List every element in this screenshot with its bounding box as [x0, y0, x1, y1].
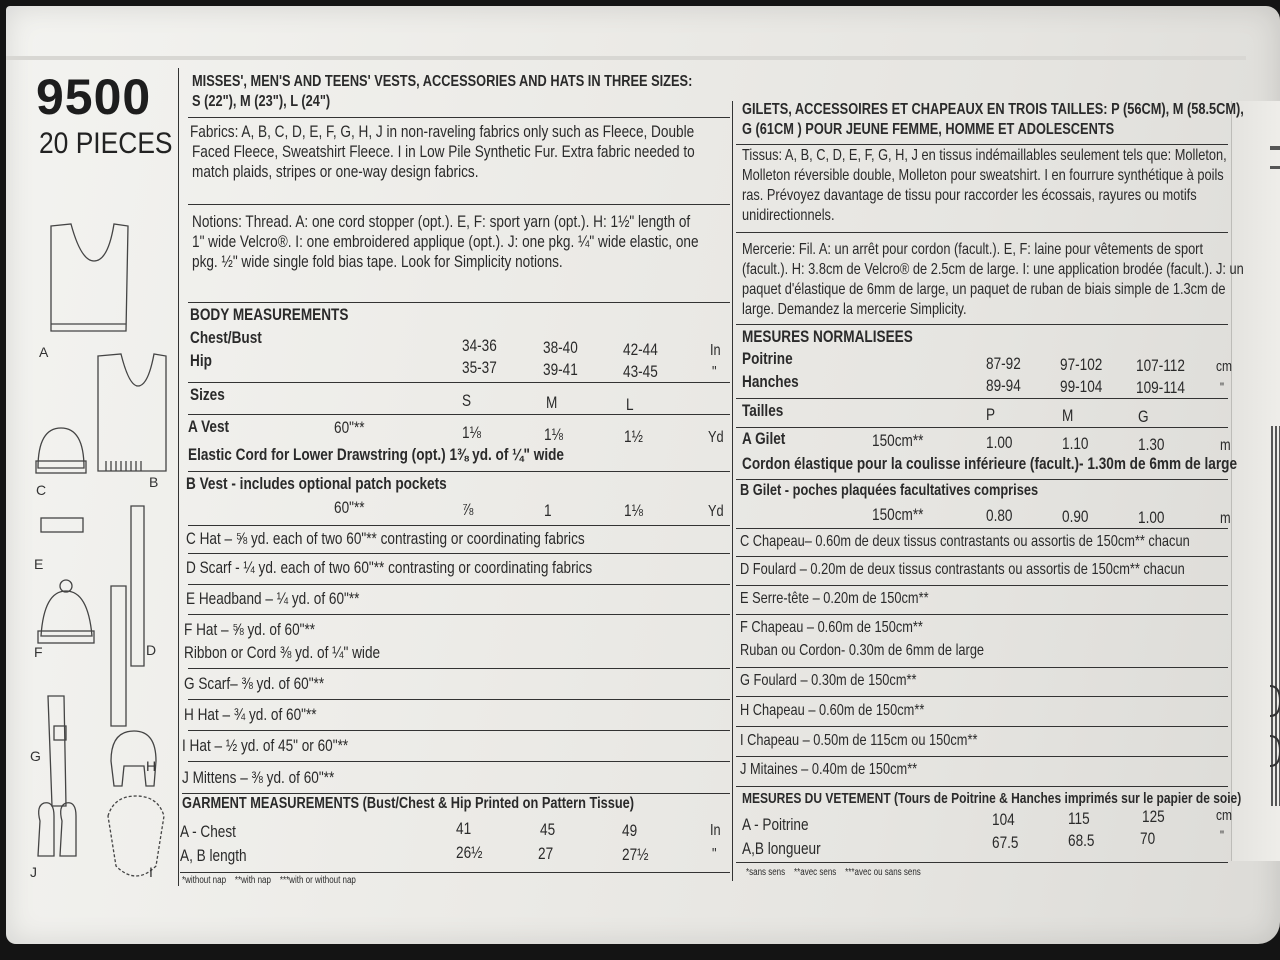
fr-poitrine-m: 97-102	[1060, 355, 1103, 374]
hat-i-illustration	[108, 796, 164, 876]
rule	[736, 862, 1228, 863]
en-title-line-2: S (22"), M (23"), L (24")	[192, 93, 331, 110]
rule	[188, 668, 730, 669]
fr-poitrine-label: Poitrine	[742, 349, 793, 368]
en-hip-label: Hip	[190, 351, 212, 370]
fr-tissus-line-2: Molleton réversible double, Molleton pour sweatshirt. I en fourrure synthétique à poils	[742, 167, 1224, 184]
center-column-divider	[732, 101, 733, 881]
rule	[736, 756, 1228, 757]
en-a-vest-l: 1½	[624, 427, 643, 446]
rule	[736, 667, 1228, 668]
fr-a-gilet-label: A Gilet	[742, 429, 786, 448]
rule	[188, 584, 730, 585]
fr-a-poitrine-label: A - Poitrine	[742, 815, 809, 834]
illustration-label-a: A	[39, 344, 49, 360]
en-a-vest-label: A Vest	[188, 417, 230, 436]
fr-a-gilet-unit: m	[1220, 437, 1231, 454]
rule	[736, 585, 1228, 586]
en-hip-m: 39-41	[543, 360, 578, 379]
fr-poitrine-unit: cm	[1216, 358, 1232, 375]
illustration-label-i: I	[149, 864, 153, 880]
en-a-vest-m: 1⅛	[544, 425, 563, 444]
mittens-j-illustration	[38, 803, 76, 856]
fr-b-gilet-p: 0.80	[986, 506, 1013, 525]
fr-tissus-line-1: Tissus: A, B, C, D, E, F, G, H, J en tissus indémaillables seulement tels que: Molleton,	[742, 147, 1227, 164]
fr-mesures-heading: MESURES NORMALISEES	[742, 327, 913, 346]
rule	[736, 398, 1228, 399]
illustration-label-e: E	[34, 556, 44, 572]
fr-poitrine-g: 107-112	[1136, 356, 1185, 375]
en-b-vest-m: 1	[544, 501, 552, 520]
fr-b-gilet-unit: m	[1220, 510, 1231, 527]
rule	[188, 117, 730, 118]
en-hip-s: 35-37	[462, 358, 497, 377]
rule	[188, 525, 730, 526]
en-fabrics-line-3: match plaids, stripes or one-way design fabrics.	[192, 162, 479, 181]
en-elastic-cord: Elastic Cord for Lower Drawstring (opt.) 1⅜ yd. of ¼" wide	[188, 445, 564, 464]
fr-poitrine-p: 87-92	[986, 354, 1021, 373]
fr-ab-longueur-label: A,B longueur	[742, 839, 821, 858]
rule	[182, 793, 730, 794]
rule	[188, 761, 730, 762]
fr-taille-m: M	[1062, 406, 1074, 425]
fr-hanches-label: Hanches	[742, 372, 799, 391]
en-hip-l: 43-45	[623, 362, 658, 381]
rule	[736, 479, 1228, 480]
en-size-l: L	[626, 395, 634, 414]
en-notions-line-3: pkg. ½" wide single fold bias tape. Look for Simplicity notions.	[192, 252, 563, 271]
fr-ab-longueur-p: 67.5	[992, 833, 1019, 852]
fr-b-gilet-m: 0.90	[1062, 507, 1089, 526]
rule	[188, 382, 730, 383]
fr-b-gilet-label: B Gilet - poches plaquées facultatives comprises	[740, 482, 1039, 499]
scarf-g-illustration	[48, 696, 66, 806]
fr-a-poitrine-m: 115	[1068, 809, 1090, 828]
en-size-m: M	[546, 393, 558, 412]
fr-a-poitrine-g: 125	[1142, 807, 1165, 826]
rule	[188, 414, 730, 415]
fr-mercerie-line-3: paquet d'élastique de 6mm de large, un paquet de ruban de biais simple de 1.3cm de	[742, 281, 1226, 298]
fr-title-line-1: GILETS, ACCESSOIRES ET CHAPEAUX EN TROIS TAILLES: P (56CM), M (58.5CM),	[742, 101, 1244, 118]
rule	[736, 726, 1228, 727]
en-chest-unit: In	[710, 342, 721, 359]
en-e-headband: E Headband – ¼ yd. of 60"**	[186, 589, 360, 608]
en-ab-length-s: 26½	[456, 843, 483, 862]
fr-f-chapeau: F Chapeau – 0.60m de 150cm**	[740, 619, 923, 636]
pattern-number: 9500	[36, 69, 152, 125]
garment-illustrations	[26, 206, 176, 886]
en-b-vest-label: B Vest - includes optional patch pockets	[186, 474, 447, 493]
fr-a-gilet-p: 1.00	[986, 433, 1013, 452]
fr-b-gilet-width: 150cm**	[872, 505, 924, 524]
en-b-vest-width: 60"**	[334, 498, 365, 517]
left-column-divider	[178, 68, 179, 886]
fr-j-mitaines: J Mitaines – 0.40m de 150cm**	[740, 761, 918, 778]
fr-h-chapeau: H Chapeau – 0.60m de 150cm**	[740, 702, 925, 719]
rule	[188, 553, 730, 554]
rule	[736, 786, 1228, 787]
fr-a-gilet-m: 1.10	[1062, 434, 1089, 453]
pattern-envelope-back	[6, 6, 1280, 944]
fr-ab-longueur-g: 70	[1140, 829, 1156, 848]
scarf-d-illustration	[111, 506, 144, 726]
illustration-label-g: G	[30, 748, 41, 764]
publisher-side-strip	[1268, 126, 1280, 826]
fr-mesures-vetement-heading: MESURES DU VETEMENT (Tours de Poitrine & Hanches imprimés sur le papier de soie)	[742, 790, 1242, 807]
fr-a-poitrine-p: 104	[992, 810, 1015, 829]
en-b-vest-unit: Yd	[708, 503, 724, 520]
en-size-s: S	[462, 391, 472, 410]
en-chest-bust-label: Chest/Bust	[190, 328, 262, 347]
envelope-seam	[6, 56, 1246, 60]
rule	[736, 324, 1228, 325]
en-ab-length-label: A, B length	[180, 846, 247, 865]
fr-taille-p: P	[986, 405, 996, 424]
en-fabrics-line-2: Faced Fleece, Sweatshirt Fleece. I in Low Pile Synthetic Fur. Extra fabric needed to	[192, 142, 695, 161]
fr-a-gilet-g: 1.30	[1138, 435, 1165, 454]
illustration-label-h: H	[146, 758, 157, 774]
en-title-line-1: MISSES', MEN'S AND TEENS' VESTS, ACCESSORIES AND HATS IN THREE SIZES:	[192, 73, 693, 90]
rule	[180, 872, 730, 873]
rule	[188, 730, 730, 731]
rule	[736, 427, 1228, 428]
fr-c-chapeau: C Chapeau– 0.60m de deux tissus contrastants ou assortis de 150cm** chacun	[740, 533, 1190, 550]
hat-c-illustration	[36, 428, 86, 473]
en-ab-length-l: 27½	[622, 845, 649, 864]
en-sizes-label: Sizes	[190, 385, 225, 404]
rule	[188, 614, 730, 615]
fr-e-serre-tete: E Serre-tête – 0.20m de 150cm**	[740, 590, 929, 607]
en-a-chest-unit: In	[710, 822, 721, 839]
illustration-label-j: J	[30, 864, 37, 880]
en-g-scarf: G Scarf– ⅜ yd. of 60"**	[184, 674, 325, 693]
en-i-hat: I Hat – ½ yd. of 45" or 60"**	[182, 736, 349, 755]
illustration-label-b: B	[149, 474, 159, 490]
fr-hanches-m: 99-104	[1060, 377, 1103, 396]
rule	[188, 302, 730, 303]
en-chest-s: 34-36	[462, 336, 497, 355]
fr-hanches-unit: "	[1220, 379, 1224, 395]
fr-ab-longueur-m: 68.5	[1068, 831, 1095, 850]
illustration-label-f: F	[34, 644, 43, 660]
fr-title-line-2: G (61CM ) POUR JEUNE FEMME, HOMME ET ADOLESCENTS	[742, 121, 1115, 138]
fr-a-gilet-width: 150cm**	[872, 431, 924, 450]
en-ab-length-unit: "	[712, 846, 717, 863]
rule	[736, 696, 1228, 697]
fr-mercerie-line-4: large. Demandez la mercerie Simplicity.	[742, 301, 967, 318]
fr-b-gilet-g: 1.00	[1138, 508, 1165, 527]
illustration-label-c: C	[36, 482, 47, 498]
vest-a-illustration	[51, 224, 128, 331]
fr-i-chapeau: I Chapeau – 0.50m de 115cm ou 150cm**	[740, 732, 978, 749]
rule	[736, 144, 1228, 145]
en-hip-unit: "	[712, 364, 717, 381]
fr-d-foulard: D Foulard – 0.20m de deux tissus contrastants ou assortis de 150cm** chacun	[740, 561, 1185, 578]
fr-mercerie-line-2: (facult.). H: 3.8cm de Velcro® de 2.5cm de large. I: une application brodée (facult.). J: un	[742, 261, 1244, 278]
fr-cordon: Cordon élastique pour la coulisse inférieure (facult.)- 1.30m de 6mm de large	[742, 454, 1238, 473]
hat-f-illustration	[38, 580, 94, 643]
rule	[188, 204, 730, 205]
fr-ab-longueur-unit: "	[1220, 827, 1224, 843]
en-a-chest-m: 45	[540, 820, 556, 839]
fr-ruban-cordon: Ruban ou Cordon- 0.30m de 6mm de large	[740, 642, 985, 659]
en-j-mittens: J Mittens – ⅜ yd. of 60"**	[182, 768, 335, 787]
en-footnote: *without nap **with nap ***with or without nap	[182, 875, 356, 886]
rule	[736, 614, 1228, 615]
rule	[736, 556, 1228, 557]
en-a-chest-label: A - Chest	[180, 822, 236, 841]
fr-hanches-p: 89-94	[986, 376, 1021, 395]
en-a-vest-unit: Yd	[708, 429, 724, 446]
en-b-vest-s: ⅞	[462, 500, 474, 519]
headband-e-illustration	[41, 518, 83, 532]
en-c-hat: C Hat – ⅝ yd. each of two 60"** contrasting or coordinating fabrics	[186, 529, 585, 548]
en-h-hat: H Hat – ¾ yd. of 60"**	[184, 705, 317, 724]
en-b-vest-l: 1⅛	[624, 501, 643, 520]
fr-mercerie-line-1: Mercerie: Fil. A: un arrêt pour cordon (facult.). E, F: laine pour vêtements de sport	[742, 241, 1203, 258]
fr-a-poitrine-unit: cm	[1216, 807, 1232, 824]
rule	[188, 699, 730, 700]
fr-tailles-label: Tailles	[742, 401, 784, 420]
illustration-label-d: D	[146, 642, 157, 658]
en-chest-l: 42-44	[623, 340, 658, 359]
en-f-hat: F Hat – ⅝ yd. of 60"**	[184, 620, 316, 639]
en-ribbon-cord: Ribbon or Cord ⅜ yd. of ¼" wide	[184, 643, 381, 662]
en-garment-measurements-heading: GARMENT MEASUREMENTS (Bust/Chest & Hip Printed on Pattern Tissue)	[182, 795, 635, 812]
en-a-chest-s: 41	[456, 819, 472, 838]
fr-taille-g: G	[1138, 407, 1149, 426]
en-a-chest-l: 49	[622, 821, 638, 840]
en-ab-length-m: 27	[538, 844, 554, 863]
en-fabrics-line-1: Fabrics: A, B, C, D, E, F, G, H, J in non-raveling fabrics only such as Fleece, Double	[190, 122, 695, 141]
fr-footnote: *sans sens **avec sens ***avec ou sans sens	[746, 867, 921, 878]
en-a-vest-s: 1⅛	[462, 423, 481, 442]
en-d-scarf: D Scarf - ¼ yd. each of two 60"** contrasting or coordinating fabrics	[186, 558, 593, 577]
en-body-measurements-heading: BODY MEASUREMENTS	[190, 305, 349, 324]
en-chest-m: 38-40	[543, 338, 578, 357]
rule	[188, 471, 730, 472]
rule	[736, 232, 1228, 233]
pieces-count: 20 PIECES	[39, 127, 173, 160]
fr-hanches-g: 109-114	[1136, 378, 1185, 397]
en-a-vest-width: 60"**	[334, 418, 365, 437]
rule	[736, 528, 1228, 529]
fr-g-foulard: G Foulard – 0.30m de 150cm**	[740, 672, 917, 689]
en-notions-line-2: 1" wide Velcro®. I: one embroidered applique (opt.). J: one pkg. ¼" wide elastic, one	[192, 232, 699, 251]
vest-b-illustration	[98, 354, 166, 471]
en-notions-line-1: Notions: Thread. A: one cord stopper (opt.). E, F: sport yarn (opt.). H: 1½" length of	[192, 212, 691, 231]
fr-tissus-line-3: ras. Prévoyez davantage de tissu pour raccorder les écossais, rayures ou motifs	[742, 187, 1197, 204]
fr-tissus-line-4: unidirectionnels.	[742, 207, 835, 224]
